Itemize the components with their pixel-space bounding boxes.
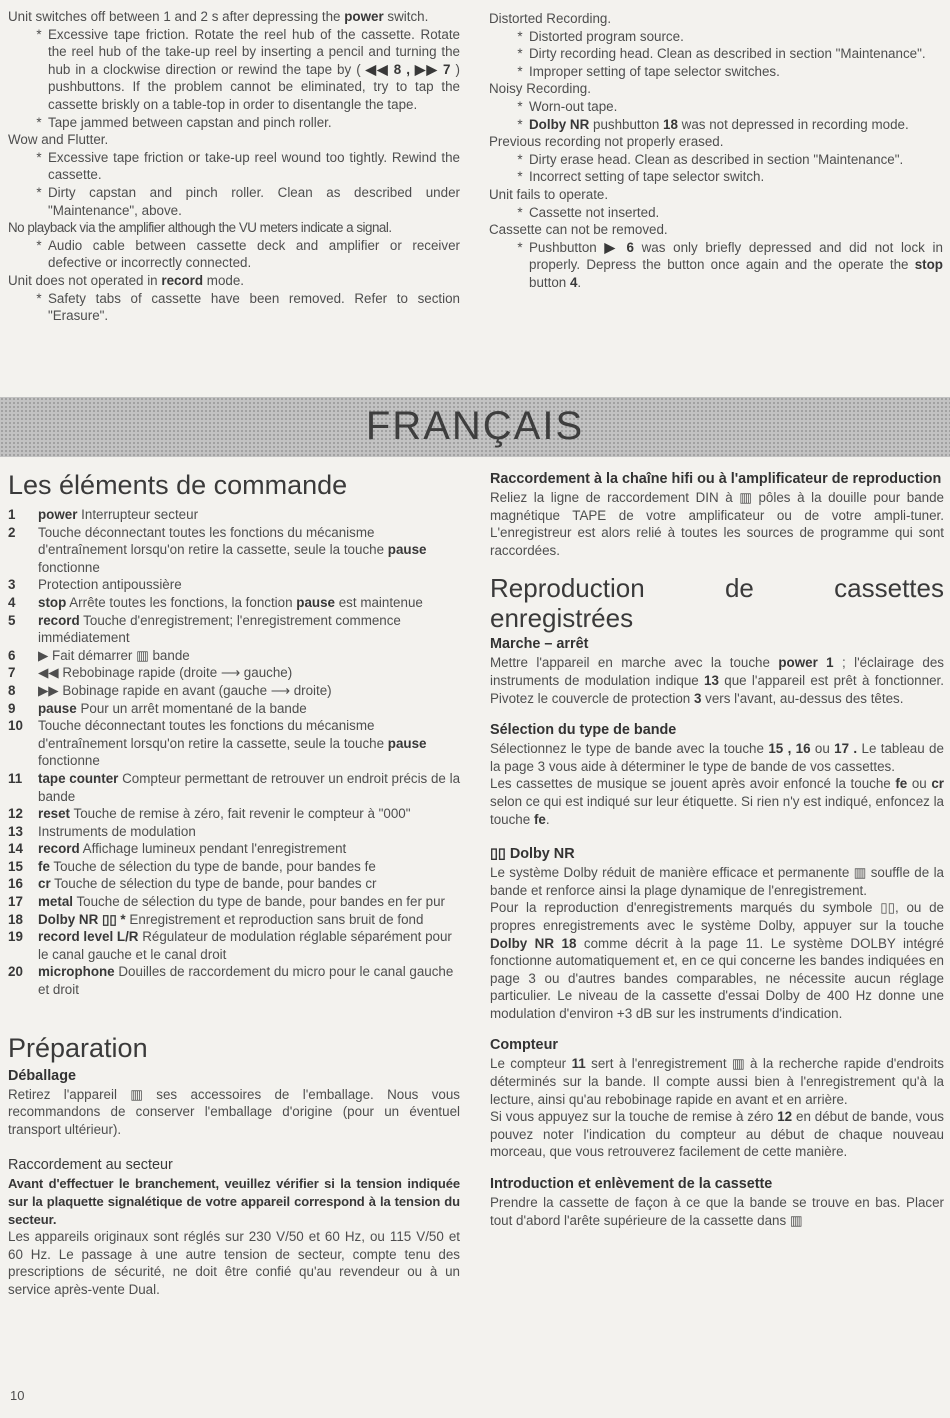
item-description <box>38 682 460 700</box>
language-banner <box>0 397 950 457</box>
item-number: 1 <box>8 507 16 522</box>
item-number: 5 <box>8 612 16 628</box>
item-text: ▶ Fait démarrer ▥ bande <box>38 647 190 663</box>
keyword: Dolby NR 18 <box>490 935 577 951</box>
item-keyword: pause <box>38 700 77 716</box>
heading: No playback via the amplifier although the VU meters indicate a signal. <box>8 220 392 236</box>
text: Tape jammed between capstan and pinch roller. <box>48 114 332 130</box>
item-number: 16 <box>8 876 23 892</box>
heading: Distorted Recording. <box>489 11 612 26</box>
bullet-item <box>8 26 460 114</box>
text: Improper setting of tape selector switches. <box>529 63 780 79</box>
bullet-item <box>489 116 943 134</box>
paragraph <box>490 1108 944 1161</box>
text: pushbutton <box>593 116 660 132</box>
keyword: ▶ 6 <box>604 239 634 255</box>
control-item <box>8 823 460 841</box>
text: Pushbutton <box>529 239 597 255</box>
paragraph <box>490 740 944 775</box>
keyword: 11 <box>571 1056 586 1072</box>
item-text: Compteur permettant de retrouver un endroit précis de la bande <box>38 770 461 804</box>
text: ou <box>814 741 830 757</box>
item-description <box>38 524 460 577</box>
item-text: Touche déconnectant toutes les fonctions du mécanisme d'entraînement lorsqu'on retire la cassette, seule la touche <box>38 718 385 751</box>
text: Audio cable between cassette deck and amplifier or receiver defective or incorrectly connected. <box>48 237 460 271</box>
control-item <box>8 911 460 929</box>
text: Le tableau de la page 3 vous aide à déterminer le type de bande de vos cassettes. <box>490 741 944 774</box>
paragraph <box>490 899 944 1022</box>
subsection-title: Raccordement au secteur <box>8 1157 173 1174</box>
item-number: 20 <box>8 964 23 980</box>
bullet-icon: * <box>36 237 42 253</box>
bullet-icon: * <box>36 149 42 165</box>
paragraph: Retirez l'appareil ▥ ses accessoires de l'emballage. Nous vous recommandons de conserver l'emballage d'origine (pour un éventuel transport ultérieur). <box>8 1086 460 1137</box>
paragraph <box>8 8 460 26</box>
paragraph <box>490 775 944 828</box>
keyword: cr <box>931 776 944 792</box>
bullet-icon: * <box>517 239 523 255</box>
item-text: Touche déconnectant toutes les fonctions du mécanisme d'entraînement lorsqu'on retire la cassette, seule la touche <box>38 524 385 558</box>
heading: Previous recording not properly erased. <box>489 134 724 150</box>
subsection-title: Marche – arrêt <box>490 636 589 653</box>
bullet-item <box>489 204 943 222</box>
control-item <box>8 963 460 998</box>
item-number: 15 <box>8 858 23 874</box>
text: Cassette not inserted. <box>529 204 660 220</box>
item-text: fonctionne <box>38 559 100 575</box>
item-text: Touche d'enregistrement; l'enregistrement commence immédiatement <box>38 612 401 646</box>
bullet-icon: * <box>517 151 523 167</box>
item-keyword: tape counter <box>38 770 119 786</box>
keyword: 4 <box>569 274 578 290</box>
text: Les cassettes de musique se jouent après avoir enfoncé la touche <box>490 776 891 792</box>
item-keyword: record <box>38 841 80 857</box>
item-text: Douilles de raccordement du micro pour le canal gauche et droit <box>38 964 454 998</box>
item-number: 13 <box>8 823 23 839</box>
french-right-column <box>490 470 944 1229</box>
control-item <box>8 928 460 963</box>
bullet-item <box>489 63 943 81</box>
item-keyword: metal <box>38 894 73 910</box>
text: Dirty erase head. Clean as described in section "Maintenance". <box>529 151 904 167</box>
paragraph <box>490 1055 944 1108</box>
item-text: Touche de sélection du type de bande, pour bandes cr <box>54 876 377 892</box>
bullet-item <box>489 239 943 292</box>
paragraph: Prendre la cassette de façon à ce que la bande se trouve en bas. Placer tout d'abord l'arête supérieure de la cassette dans ▥ <box>490 1195 944 1228</box>
control-item <box>8 647 460 665</box>
subsection-title: Déballage <box>8 1067 76 1084</box>
text: was only briefly depressed and did not lock in properly. Depress the button once again and the operate the <box>529 239 943 273</box>
text: Unit does not operated in <box>8 272 158 288</box>
item-text: Touche de sélection du type de bande, pour bandes fe <box>53 858 376 874</box>
text: . <box>545 811 550 827</box>
text: Incorrect setting of tape selector switch. <box>529 169 765 185</box>
text: Le compteur <box>490 1056 567 1072</box>
bullet-item <box>8 149 460 184</box>
item-description <box>38 963 460 998</box>
page-number: 10 <box>10 1388 25 1403</box>
text: Dirty recording head. Clean as described in section "Maintenance". <box>529 46 926 62</box>
item-keyword: stop <box>38 594 67 610</box>
bullet-item <box>8 290 460 325</box>
item-text: Instruments de modulation <box>38 823 196 839</box>
control-item <box>8 594 460 612</box>
item-text: ▶▶ Bobinage rapide en avant (gauche ⟶ droite) <box>38 682 332 698</box>
item-description <box>38 717 460 770</box>
text: Sélectionnez le type de bande avec la touche <box>490 741 764 757</box>
item-description <box>38 805 460 823</box>
control-item <box>8 664 460 682</box>
item-text: Régulateur de modulation réglable séparément pour le canal gauche et le canal droit <box>38 929 452 962</box>
control-item <box>8 805 460 823</box>
item-description <box>38 770 460 805</box>
item-description <box>38 576 460 594</box>
troubleshooting-left <box>8 8 460 325</box>
item-number: 4 <box>8 594 16 610</box>
item-description <box>38 875 460 893</box>
control-item <box>8 524 460 577</box>
bullet-item <box>489 28 943 46</box>
bullet-item <box>8 114 460 132</box>
bullet-icon: * <box>517 169 523 185</box>
bullet-item <box>489 45 943 63</box>
item-description <box>38 911 460 929</box>
text: Pour la reproduction d'enregistrements marqués du symbole ▯▯, ou de propres enregistrements avec le système Dolby, appuyer sur la touche <box>490 900 944 933</box>
text: was not depressed in recording mode. <box>681 116 909 132</box>
keyword: 12 <box>777 1109 793 1125</box>
item-number: 11 <box>8 770 23 786</box>
item-description <box>38 823 460 841</box>
item-description <box>38 840 460 858</box>
item-number: 19 <box>8 929 23 945</box>
subsection-title: ▯▯ Dolby NR <box>490 846 575 863</box>
text: selon ce qui est indiqué sur leur étiquette. Si rien n'y est indiqué, enfoncez la touche <box>490 793 944 827</box>
paragraph: Les appareils originaux sont réglés sur 230 V/50 et 60 Hz, ou 115 V/50 et 60 Hz. Le passage à une autre tension de secteur, compte tenu des prescriptions de sécurité, ne doit être confié qu'au revendeur ou à un service après-vente Dual. <box>8 1229 460 1297</box>
item-text: Touche de remise à zéro, fait revenir le compteur à "000" <box>73 806 411 822</box>
keyword: record <box>161 272 204 288</box>
control-item <box>8 893 460 911</box>
keyword: ◀◀ 8 , ▶▶ 7 <box>365 61 451 77</box>
item-keyword: reset <box>38 806 71 822</box>
keyword: power 1 <box>778 655 834 671</box>
bullet-icon: * <box>517 63 523 79</box>
item-text: Affichage lumineux pendant l'enregistrement <box>82 841 347 857</box>
text: sert à l'enregistrement ▥ à la recherche rapide d'endroits déterminés sur la bande. Il compte aussi bien à l'enregistrement qu'à la lecture, ainsi qu'au rebobinage rapide en avant et en arrière. <box>490 1056 944 1107</box>
bullet-icon: * <box>517 28 523 44</box>
item-description <box>38 858 460 876</box>
item-number: 14 <box>8 841 23 857</box>
item-number: 12 <box>8 806 23 822</box>
text: Excessive tape friction. Rotate the reel hub of the cassette. Rotate the reel hub of the take-up reel by inserting a pencil and turning the hub in a clockwise direction or rewind the tape by ( <box>48 26 460 77</box>
item-number: 7 <box>8 665 16 681</box>
item-number: 8 <box>8 682 16 698</box>
bullet-icon: * <box>36 184 42 200</box>
text: ) pushbuttons. If the problem cannot be eliminated, try to tap the cassette briskly on a table-top in order to disentangle the tape. <box>48 61 460 112</box>
item-number: 2 <box>8 524 16 540</box>
item-text: Touche de sélection du type de bande, pour bandes en fer pur <box>76 894 445 910</box>
item-keyword: pause <box>387 735 427 751</box>
control-item <box>8 717 460 770</box>
control-item <box>8 682 460 700</box>
item-keyword: record <box>38 612 80 628</box>
subsection-title: Compteur <box>490 1037 558 1054</box>
item-number: 9 <box>8 700 16 716</box>
heading: Cassette can not be removed. <box>489 222 668 238</box>
item-text: ◀◀ Rebobinage rapide (droite ⟶ gauche) <box>38 665 293 681</box>
paragraph: Reliez la ligne de raccordement DIN à ▥ pôles à la douille pour bande magnétique TAPE de votre amplificateur ou de votre ampli-tuner. L'enregistreur est alors relié à toutes les sources de programme qui sont raccordées. <box>490 490 944 558</box>
control-item <box>8 576 460 594</box>
bullet-icon: * <box>517 46 523 62</box>
keyword: 15 , 16 <box>768 741 811 757</box>
item-keyword: fe <box>38 858 50 874</box>
item-text: Protection antipoussière <box>38 577 182 593</box>
keyword: 17 . <box>834 741 858 757</box>
text: . <box>577 274 582 290</box>
keyword: fe <box>533 811 546 827</box>
bullet-item <box>8 237 460 272</box>
bullet-item <box>489 168 943 186</box>
keyword: fe <box>895 776 908 792</box>
bullet-item <box>489 151 943 169</box>
item-description <box>38 700 460 718</box>
text: Distorted program source. <box>529 28 684 44</box>
keyword: stop <box>914 257 943 273</box>
subsection-title: Introduction et enlèvement de la cassette <box>490 1176 773 1193</box>
item-text: fonctionne <box>38 753 100 769</box>
item-keyword: power <box>38 507 78 522</box>
section-title: Les éléments de commande <box>8 470 348 500</box>
warning-text: Avant d'effectuer le branchement, veuillez vérifier si la tension indiquée sur la plaquette signalétique de votre appareil correspond à la tension du secteur. <box>8 1176 460 1227</box>
item-text: est maintenue <box>338 594 423 610</box>
heading <box>8 272 460 290</box>
paragraph: Le système Dolby réduit de manière efficace et permanente ▥ souffle de la bande et renforce ainsi la plage dynamique de l'enregistrement. <box>490 865 944 898</box>
text: ou <box>911 776 927 792</box>
item-description <box>38 612 460 647</box>
item-number: 18 <box>8 911 23 927</box>
item-keyword: microphone <box>38 964 115 980</box>
item-text: Pour un arrêt momentané de la bande <box>80 700 307 716</box>
heading: Noisy Recording. <box>489 81 591 97</box>
keyword: 13 <box>704 672 719 688</box>
text: que l'appareil est prêt à fonctionner. Pivotez le couvercle de protection <box>490 672 944 706</box>
text: vers l'avant, au-dessus des têtes. <box>705 690 904 706</box>
heading: Wow and Flutter. <box>8 132 109 148</box>
item-number: 6 <box>8 647 16 663</box>
bullet-icon: * <box>36 290 42 306</box>
bullet-item <box>489 98 943 116</box>
text: button <box>529 274 567 290</box>
subsection-title: Sélection du type de bande <box>490 722 677 739</box>
text: ; l'éclairage des instruments de modulation indique <box>490 655 944 688</box>
keyword: Dolby NR <box>529 116 590 132</box>
item-keyword: Dolby NR ▯▯ * <box>38 911 126 927</box>
subsection-title: Raccordement à la chaîne hifi ou à l'amplificateur de reproduction <box>490 471 942 487</box>
section-title: Reproduction de cassettes enregistrées <box>490 573 944 634</box>
text: mode. <box>206 272 245 288</box>
text: Excessive tape friction or take-up reel wound too tightly. Rewind the cassette. <box>48 149 460 183</box>
control-item <box>8 506 460 524</box>
item-description <box>38 647 460 665</box>
paragraph <box>490 654 944 707</box>
item-number: 3 <box>8 577 16 593</box>
item-text: Enregistrement et reproduction sans bruit de fond <box>129 911 424 927</box>
item-keyword: pause <box>387 542 427 558</box>
bullet-icon: * <box>36 26 42 42</box>
item-description <box>38 928 460 963</box>
bullet-item <box>8 184 460 219</box>
item-text: Interrupteur secteur <box>81 507 199 522</box>
text: Si vous appuyez sur la touche de remise à zéro <box>490 1109 774 1125</box>
item-number: 17 <box>8 894 23 910</box>
item-keyword: pause <box>296 594 335 610</box>
text: Worn-out tape. <box>529 98 618 114</box>
text: Dirty capstan and pinch roller. Clean as described under "Maintenance", above. <box>48 184 460 218</box>
item-keyword: record level L/R <box>38 929 139 945</box>
bullet-icon: * <box>517 204 523 220</box>
item-description <box>38 664 460 682</box>
text: comme décrit à la page 11. Le système DOLBY intégré fonctionne automatiquement et, en ce qui concerne les bandes indiquées en page 3 ou d'autres bandes comparables, ne nécessite aucun réglage particulier. Le niveau de la cassette d'essai Dolby de 400 Hz donne une modulation d'environ +3 dB sur les instruments d'indication. <box>490 935 944 1021</box>
controls-list <box>8 506 460 999</box>
item-description <box>38 594 460 612</box>
bullet-icon: * <box>517 116 523 132</box>
control-item <box>8 612 460 647</box>
troubleshooting-right <box>489 10 943 292</box>
item-description <box>38 893 460 911</box>
control-item <box>8 875 460 893</box>
paragraph <box>8 1175 460 1228</box>
text: Safety tabs of cassette have been removed. Refer to section "Erasure". <box>48 290 460 324</box>
control-item <box>8 840 460 858</box>
keyword: 18 <box>663 116 678 132</box>
text: Unit switches off between 1 and 2 s after depressing the <box>8 9 341 24</box>
section-title: Préparation <box>8 1032 148 1063</box>
control-item <box>8 858 460 876</box>
keyword: 3 <box>693 690 702 706</box>
item-keyword: cr <box>38 876 51 892</box>
text: switch. <box>387 9 429 24</box>
item-number: 10 <box>8 718 23 734</box>
french-left-column <box>8 470 460 1299</box>
text: en début de bande, vous pouvez noter l'indication du compteur au début de chaque nouveau morceau, que vous retrouverez facilement de cette manière. <box>490 1109 944 1160</box>
heading: Unit fails to operate. <box>489 186 609 202</box>
banner-title: FRANÇAIS <box>365 404 585 448</box>
bullet-icon: * <box>517 98 523 114</box>
item-description <box>38 506 460 524</box>
bullet-icon: * <box>36 114 42 130</box>
text: Mettre l'appareil en marche avec la touche <box>490 655 770 671</box>
item-text: Arrête toutes les fonctions, la fonction <box>69 594 293 610</box>
keyword: power <box>344 9 384 24</box>
control-item <box>8 770 460 805</box>
control-item <box>8 700 460 718</box>
